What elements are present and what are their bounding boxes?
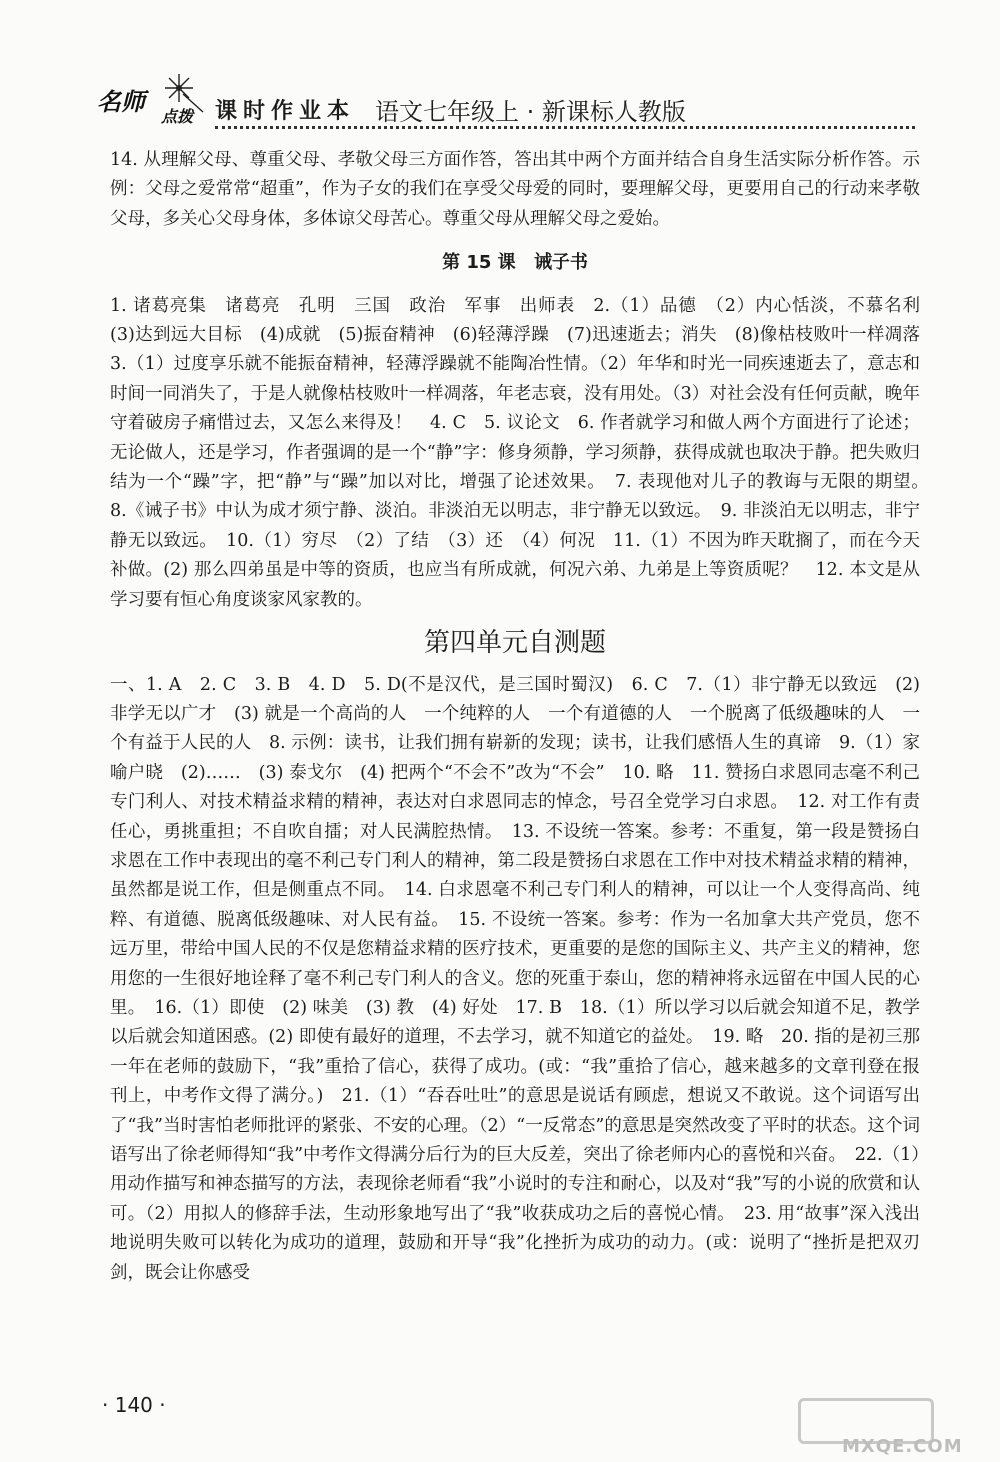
lesson-heading [110,248,920,277]
unit-test-heading: 第四单元自测题 [423,628,606,659]
page-header [95,72,915,142]
answer-content [110,146,938,1288]
lesson-answers: 1. 诸葛亮集 诸葛亮 孔明 三国 政治 军事 出师表 2.（1）品德 （2）内心恬淡，不慕名利 (3)达到远大目标 (4)成就 (5)振奋精神 (6)轻薄浮躁 (7)迅速逝去；消失 (8)像枯枝败叶一样凋落 3.（1）过度享乐就不能振奋精神，轻薄浮躁就不能陶冶性情。（2）年华和时光一同疾速逝去了，意志和时间一同消失了，于是人就像枯枝败叶一样凋落，年老志衰，没有用处。（3）对社会没有任何贡献，晚年守着破房子痛惜过去，又怎么来得及！ 4. C 5. 议论文 6. 作者就学习和做人两个方面进行了论述；无论做人，还是学习，作者强调的是一个“静”字：修身须静，学习须静，获得成就也取决于静。把失败归结为一个“躁”字，把“静”与“躁”加以对比，增强了论述效果。 7. 表现他对儿子的教诲与无限的期望。 8.《诫子书》中认为成才须宁静、淡泊。非淡泊无以明志，非宁静无以致远。 9. 非淡泊无以明志，非宁静无以致远。 10.（1）穷尽 （2）了结 （3）还 （4）何况 11.（1）不因为昨天耽搁了，而在今天补做。(2) 那么四弟虽是中等的资质，也应当有所成就，何况六弟、九弟是上等资质呢？ 12. 本文是从学习要有恒心角度谈家风家教的。 [110,295,938,610]
book-title: 课时作业本 [215,99,356,124]
sparkle-icon [153,72,205,114]
logo-text-line1: 名师 [97,87,145,116]
lesson-name: 诫子书 [533,252,588,274]
previous-lesson-answer: 14. 从理解父母、尊重父母、孝敬父母三方面作答，答出其中两个方面并结合自身生活实际分析作答。示例：父母之爱常常“超重”，作为子女的我们在享受父母爱的同时，要理解父母，更要用自己的行动来孝敬父母，多关心父母身体，多体谅父母苦心。尊重父母从理解父母之爱始。 [110,150,920,229]
page-number: · 140 · [102,1393,166,1417]
publisher-logo [95,72,225,142]
watermark-logo [798,1398,978,1456]
book-subtitle: 语文七年级上 · 新课标人教版 [375,98,686,126]
header-divider [215,126,915,129]
watermark-text: MXQE.COM [842,1436,963,1457]
logo-text-line2: 点拨 [161,107,194,126]
unit-test-answers: 一、1. A 2. C 3. B 4. D 5. D(不是汉代，是三国时蜀汉) 6. C 7.（1）非宁静无以致远 (2) 非学无以广才 (3) 就是一个高尚的人 一个纯粹的人 一个有道德的人 一个脱离了低级趣味的人 一个有益于人民的人 8. 示例：读书，让我们拥有崭新的发现；读书，让我们感悟人生的真谛 9.（1）家喻户晓 (2)…… (3) 泰戈尔 (4) 把两个“不会不”改为“不会” 10. 略 11. 赞扬白求恩同志毫不利己专门利人、对技术精益求精的精神，表达对白求恩同志的悼念，号召全党学习白求恩。 12. 对工作有责任心，勇挑重担；不自吹自擂；对人民满腔热情。 13. 不设统一答案。参考：不重复，第一段是赞扬白求恩在工作中表现出的毫不利己专门利人的精神，第二段是赞扬白求恩在工作中对技术精益求精的精神，虽然都是说工作，但是侧重点不同。 14. 白求恩毫不利己专门利人的精神，可以让一个人变得高尚、纯粹、有道德、脱离低级趣味、对人民有益。 15. 不设统一答案。参考：作为一名加拿大共产党员，您不远万里，带给中国人民的不仅是您精益求精的医疗技术，更重要的是您的国际主义、共产主义的精神，您用您的一生很好地诠释了毫不利己专门利人的含义。您的死重于泰山，您的精神将永远留在中国人民的心里。 16.（1）即使 (2) 味美 (3) 教 (4) 好处 17. B 18.（1）所以学习以后就会知道不足，教学以后就会知道困惑。(2) 即使有最好的道理，不去学习，就不知道它的益处。 19. 略 20. 指的是初三那一年在老师的鼓励下，“我”重拾了信心，获得了成功。(或：“我”重拾了信心，越来越多的文章刊登在报刊上，中考作文得了满分。) 21.（1）“吞吞吐吐”的意思是说话有顾虑，想说又不敢说。这个词语写出了“我”当时害怕老师批评的紧张、不安的心理。（2）“一反常态”的意思是突然改变了平时的状态。这个词语写出了徐老师得知“我”中考作文得满分后行为的巨大反差，突出了徐老师内心的喜悦和兴奋。 22.（1）用动作描写和神态描写的方法，表现徐老师看“我”小说时的专注和耐心，以及对“我”写的小说的欣赏和认可。（2）用拟人的修辞手法，生动形象地写出了“我”收获成功之后的喜悦心情。 23. 用“故事”深入浅出地说明失败可以转化为成功的道理，鼓励和开导“我”化挫折为成功的动力。(或：说明了“挫折是把双刃剑，既会让你感受 [110,674,920,1283]
lesson-number: 第 15 课 [442,252,516,274]
